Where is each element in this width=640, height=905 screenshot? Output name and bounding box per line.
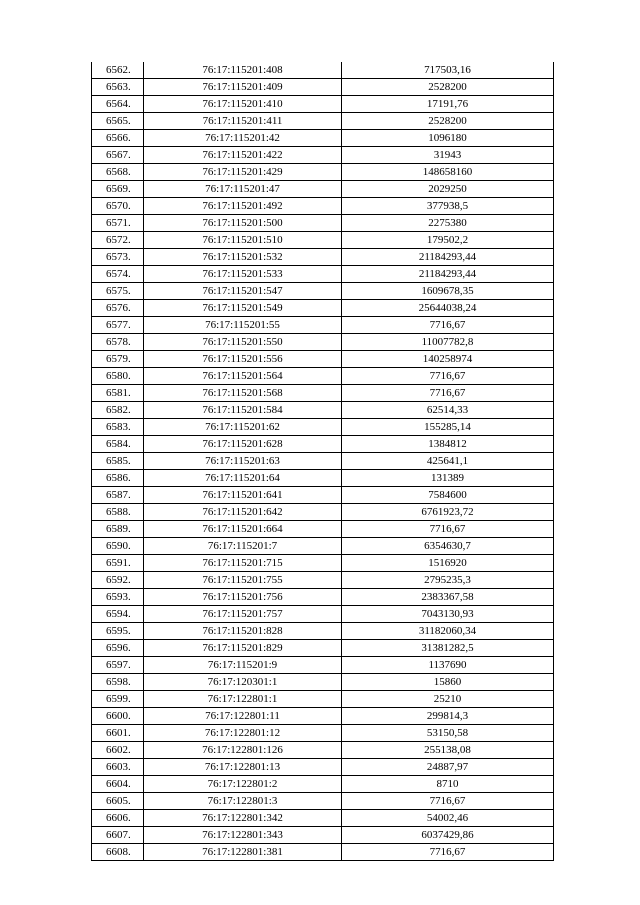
- cadastral-number: 76:17:122801:343: [144, 827, 342, 844]
- table-row: [92, 215, 554, 232]
- cadastral-number: 76:17:115201:429: [144, 164, 342, 181]
- cadastral-number: 76:17:115201:550: [144, 334, 342, 351]
- table-row: [92, 504, 554, 521]
- row-number: 6574.: [92, 266, 144, 283]
- cadastral-number: 76:17:115201:715: [144, 555, 342, 572]
- row-number: 6590.: [92, 538, 144, 555]
- row-number: 6603.: [92, 759, 144, 776]
- row-number: 6598.: [92, 674, 144, 691]
- table-row: [92, 113, 554, 130]
- row-number: 6568.: [92, 164, 144, 181]
- cadastral-number: 76:17:115201:756: [144, 589, 342, 606]
- cadastral-number: 76:17:115201:532: [144, 249, 342, 266]
- table-body: [92, 62, 554, 861]
- cadastral-value: 7584600: [342, 487, 554, 504]
- cadastral-value: 425641,1: [342, 453, 554, 470]
- row-number: 6583.: [92, 419, 144, 436]
- table-row: [92, 266, 554, 283]
- cadastral-number: 76:17:122801:1: [144, 691, 342, 708]
- table-row: [92, 334, 554, 351]
- row-number: 6569.: [92, 181, 144, 198]
- cadastral-number: 76:17:115201:55: [144, 317, 342, 334]
- cadastral-number: 76:17:122801:2: [144, 776, 342, 793]
- table-row: [92, 79, 554, 96]
- table-row: [92, 436, 554, 453]
- table-row: [92, 810, 554, 827]
- cadastral-number: 76:17:115201:628: [144, 436, 342, 453]
- row-number: 6604.: [92, 776, 144, 793]
- cadastral-value: 1609678,35: [342, 283, 554, 300]
- cadastral-number: 76:17:115201:410: [144, 96, 342, 113]
- row-number: 6585.: [92, 453, 144, 470]
- cadastral-value: 148658160: [342, 164, 554, 181]
- table-row: [92, 844, 554, 861]
- cadastral-number: 76:17:115201:642: [144, 504, 342, 521]
- table-row: [92, 674, 554, 691]
- row-number: 6575.: [92, 283, 144, 300]
- cadastral-number: 76:17:115201:411: [144, 113, 342, 130]
- table-row: [92, 640, 554, 657]
- cadastral-number: 76:17:120301:1: [144, 674, 342, 691]
- table-row: [92, 827, 554, 844]
- row-number: 6588.: [92, 504, 144, 521]
- table-row: [92, 130, 554, 147]
- table-row: [92, 521, 554, 538]
- table-row: [92, 402, 554, 419]
- table-row: [92, 691, 554, 708]
- cadastral-value: 7716,67: [342, 368, 554, 385]
- cadastral-value: 2383367,58: [342, 589, 554, 606]
- row-number: 6594.: [92, 606, 144, 623]
- cadastral-number: 76:17:115201:409: [144, 79, 342, 96]
- cadastral-value: 1384812: [342, 436, 554, 453]
- cadastral-value: 1137690: [342, 657, 554, 674]
- table-row: [92, 589, 554, 606]
- table-row: [92, 147, 554, 164]
- row-number: 6584.: [92, 436, 144, 453]
- row-number: 6573.: [92, 249, 144, 266]
- table-row: [92, 181, 554, 198]
- cadastral-value: 62514,33: [342, 402, 554, 419]
- row-number: 6579.: [92, 351, 144, 368]
- row-number: 6581.: [92, 385, 144, 402]
- cadastral-number: 76:17:115201:828: [144, 623, 342, 640]
- table-row: [92, 555, 554, 572]
- cadastral-value: 6037429,86: [342, 827, 554, 844]
- table-row: [92, 419, 554, 436]
- cadastral-value: 2029250: [342, 181, 554, 198]
- cadastral-value: 15860: [342, 674, 554, 691]
- cadastral-value-table: [91, 62, 554, 861]
- row-number: 6599.: [92, 691, 144, 708]
- cadastral-value: 6354630,7: [342, 538, 554, 555]
- table-row: [92, 368, 554, 385]
- cadastral-number: 76:17:115201:641: [144, 487, 342, 504]
- cadastral-number: 76:17:115201:547: [144, 283, 342, 300]
- cadastral-value: 1516920: [342, 555, 554, 572]
- table-row: [92, 759, 554, 776]
- cadastral-value: 2795235,3: [342, 572, 554, 589]
- cadastral-value: 179502,2: [342, 232, 554, 249]
- cadastral-value: 255138,08: [342, 742, 554, 759]
- row-number: 6563.: [92, 79, 144, 96]
- table-row: [92, 487, 554, 504]
- table-row: [92, 793, 554, 810]
- cadastral-value: 54002,46: [342, 810, 554, 827]
- cadastral-value: 7716,67: [342, 521, 554, 538]
- cadastral-number: 76:17:115201:9: [144, 657, 342, 674]
- row-number: 6601.: [92, 725, 144, 742]
- row-number: 6597.: [92, 657, 144, 674]
- table-row: [92, 470, 554, 487]
- cadastral-value: 31943: [342, 147, 554, 164]
- table-row: [92, 538, 554, 555]
- table-row: [92, 62, 554, 79]
- cadastral-value: 155285,14: [342, 419, 554, 436]
- row-number: 6571.: [92, 215, 144, 232]
- cadastral-value: 11007782,8: [342, 334, 554, 351]
- table-row: [92, 623, 554, 640]
- row-number: 6565.: [92, 113, 144, 130]
- row-number: 6580.: [92, 368, 144, 385]
- table-row: [92, 164, 554, 181]
- table-row: [92, 249, 554, 266]
- cadastral-number: 76:17:115201:556: [144, 351, 342, 368]
- cadastral-value: 53150,58: [342, 725, 554, 742]
- cadastral-number: 76:17:122801:12: [144, 725, 342, 742]
- cadastral-number: 76:17:115201:62: [144, 419, 342, 436]
- table-row: [92, 725, 554, 742]
- cadastral-number: 76:17:115201:829: [144, 640, 342, 657]
- table-row: [92, 453, 554, 470]
- row-number: 6589.: [92, 521, 144, 538]
- row-number: 6606.: [92, 810, 144, 827]
- cadastral-value: 25210: [342, 691, 554, 708]
- cadastral-value: 17191,76: [342, 96, 554, 113]
- table-row: [92, 776, 554, 793]
- table-row: [92, 742, 554, 759]
- row-number: 6567.: [92, 147, 144, 164]
- cadastral-number: 76:17:115201:564: [144, 368, 342, 385]
- cadastral-value: 6761923,72: [342, 504, 554, 521]
- cadastral-value: 1096180: [342, 130, 554, 147]
- cadastral-number: 76:17:115201:42: [144, 130, 342, 147]
- row-number: 6566.: [92, 130, 144, 147]
- cadastral-value: 2275380: [342, 215, 554, 232]
- table-row: [92, 198, 554, 215]
- row-number: 6607.: [92, 827, 144, 844]
- cadastral-number: 76:17:115201:664: [144, 521, 342, 538]
- cadastral-value: 377938,5: [342, 198, 554, 215]
- table-row: [92, 283, 554, 300]
- row-number: 6564.: [92, 96, 144, 113]
- cadastral-number: 76:17:115201:584: [144, 402, 342, 419]
- cadastral-value: 140258974: [342, 351, 554, 368]
- row-number: 6602.: [92, 742, 144, 759]
- row-number: 6608.: [92, 844, 144, 861]
- cadastral-number: 76:17:115201:7: [144, 538, 342, 555]
- cadastral-number: 76:17:115201:64: [144, 470, 342, 487]
- row-number: 6572.: [92, 232, 144, 249]
- cadastral-value: 131389: [342, 470, 554, 487]
- cadastral-number: 76:17:115201:510: [144, 232, 342, 249]
- cadastral-number: 76:17:122801:126: [144, 742, 342, 759]
- row-number: 6591.: [92, 555, 144, 572]
- cadastral-value: 2528200: [342, 79, 554, 96]
- row-number: 6605.: [92, 793, 144, 810]
- table-row: [92, 606, 554, 623]
- row-number: 6578.: [92, 334, 144, 351]
- cadastral-number: 76:17:122801:342: [144, 810, 342, 827]
- cadastral-number: 76:17:115201:533: [144, 266, 342, 283]
- cadastral-value: 2528200: [342, 113, 554, 130]
- cadastral-value: 21184293,44: [342, 266, 554, 283]
- table-row: [92, 300, 554, 317]
- row-number: 6595.: [92, 623, 144, 640]
- cadastral-number: 76:17:115201:568: [144, 385, 342, 402]
- row-number: 6600.: [92, 708, 144, 725]
- cadastral-number: 76:17:115201:755: [144, 572, 342, 589]
- cadastral-number: 76:17:115201:757: [144, 606, 342, 623]
- cadastral-value: 8710: [342, 776, 554, 793]
- cadastral-number: 76:17:122801:11: [144, 708, 342, 725]
- row-number: 6582.: [92, 402, 144, 419]
- cadastral-number: 76:17:115201:408: [144, 62, 342, 79]
- cadastral-value: 7716,67: [342, 793, 554, 810]
- cadastral-number: 76:17:115201:63: [144, 453, 342, 470]
- row-number: 6587.: [92, 487, 144, 504]
- row-number: 6570.: [92, 198, 144, 215]
- cadastral-value: 25644038,24: [342, 300, 554, 317]
- table-row: [92, 96, 554, 113]
- cadastral-number: 76:17:122801:13: [144, 759, 342, 776]
- row-number: 6586.: [92, 470, 144, 487]
- cadastral-value: 21184293,44: [342, 249, 554, 266]
- cadastral-number: 76:17:115201:500: [144, 215, 342, 232]
- row-number: 6562.: [92, 62, 144, 79]
- table-row: [92, 232, 554, 249]
- cadastral-value: 31381282,5: [342, 640, 554, 657]
- cadastral-number: 76:17:115201:47: [144, 181, 342, 198]
- cadastral-value: 7716,67: [342, 317, 554, 334]
- row-number: 6576.: [92, 300, 144, 317]
- cadastral-value: 299814,3: [342, 708, 554, 725]
- table-row: [92, 572, 554, 589]
- row-number: 6577.: [92, 317, 144, 334]
- cadastral-number: 76:17:115201:492: [144, 198, 342, 215]
- cadastral-value: 31182060,34: [342, 623, 554, 640]
- cadastral-number: 76:17:115201:549: [144, 300, 342, 317]
- row-number: 6592.: [92, 572, 144, 589]
- table-row: [92, 385, 554, 402]
- cadastral-value: 24887,97: [342, 759, 554, 776]
- cadastral-value: 7716,67: [342, 844, 554, 861]
- row-number: 6593.: [92, 589, 144, 606]
- cadastral-number: 76:17:115201:422: [144, 147, 342, 164]
- table-row: [92, 708, 554, 725]
- row-number: 6596.: [92, 640, 144, 657]
- cadastral-value: 7716,67: [342, 385, 554, 402]
- table-row: [92, 351, 554, 368]
- table-row: [92, 317, 554, 334]
- cadastral-value: 7043130,93: [342, 606, 554, 623]
- cadastral-value: 717503,16: [342, 62, 554, 79]
- table-row: [92, 657, 554, 674]
- cadastral-number: 76:17:122801:381: [144, 844, 342, 861]
- cadastral-number: 76:17:122801:3: [144, 793, 342, 810]
